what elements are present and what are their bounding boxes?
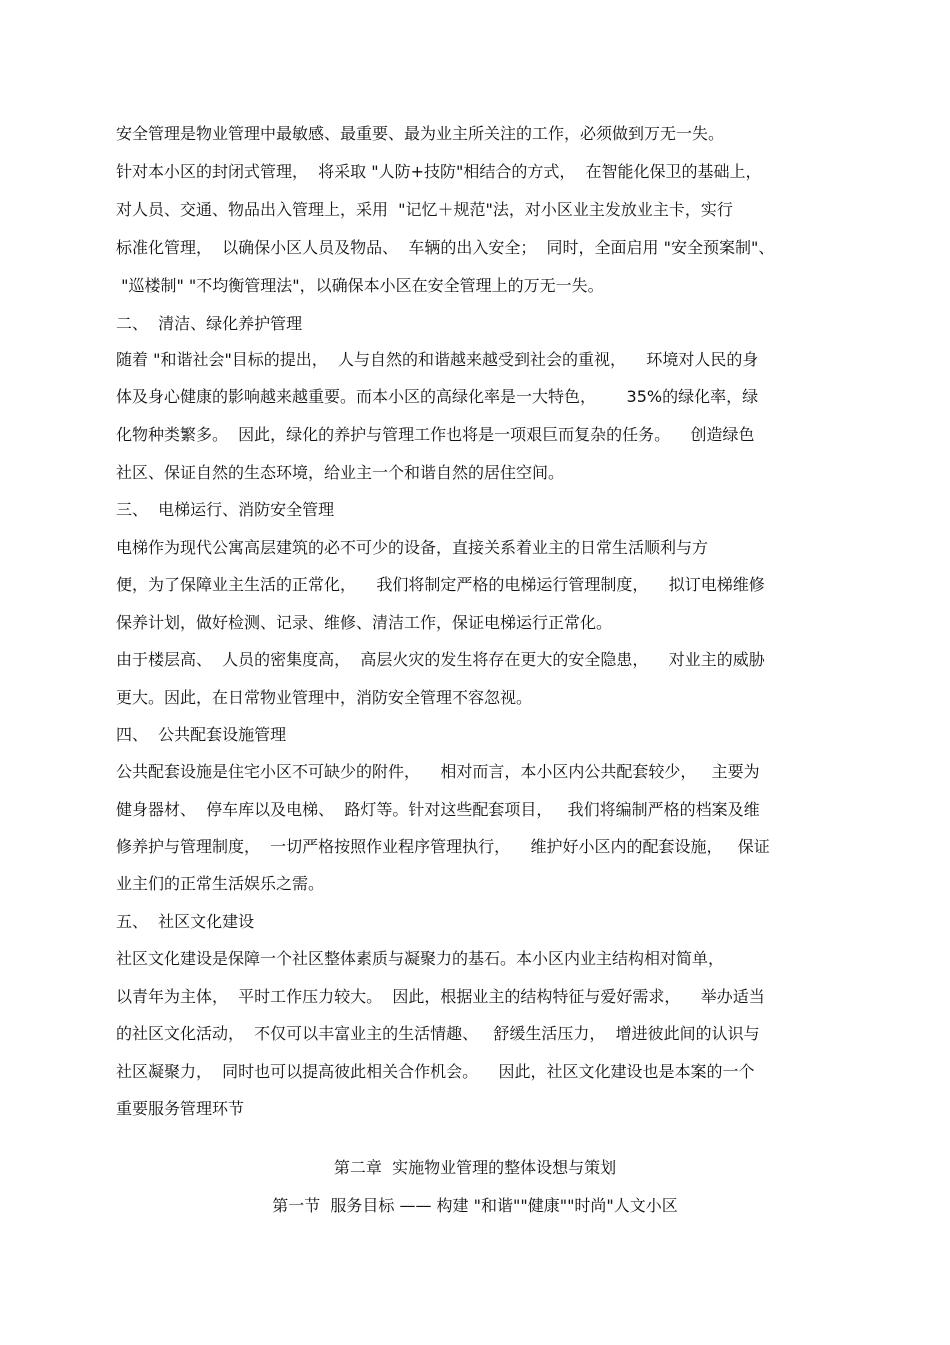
paragraph-line: 的社区文化活动， 不仅可以丰富业主的生活情趣、 舒缓生活压力， 增进彼此间的认识与 bbox=[116, 1024, 760, 1043]
paragraph-line: 电梯作为现代公寓高层建筑的必不可少的设备，直接关系着业主的日常生活顺利与方 bbox=[116, 538, 709, 557]
paragraph-line: 业主们的正常生活娱乐之需。 bbox=[116, 874, 325, 893]
paragraph-line: 便，为了保障业主生活的正常化， 我们将制定严格的电梯运行管理制度， 拟订电梯维修 bbox=[116, 575, 765, 594]
paragraph-line: 修养护与管理制度， 一切严格按照作业程序管理执行， 维护好小区内的配套设施， 保证 bbox=[116, 837, 770, 856]
paragraph-line: 社区、保证自然的生态环境，给业主一个和谐自然的居住空间。 bbox=[116, 463, 565, 482]
chapter-title: 第二章 实施物业管理的整体设想与策划 bbox=[333, 1158, 617, 1177]
paragraph-line: 保养计划，做好检测、记录、维修、清洁工作，保证电梯运行正常化。 bbox=[116, 613, 613, 632]
paragraph-line: 体及身心健康的影响越来越重要。而本小区的高绿化率是一大特色， 35%的绿化率，绿 bbox=[116, 387, 759, 406]
section-heading: 五、 社区文化建设 bbox=[116, 912, 255, 931]
paragraph-line: 更大。因此，在日常物业管理中，消防安全管理不容忽视。 bbox=[116, 688, 533, 707]
paragraph-line: 健身器材、 停车库以及电梯、 路灯等。针对这些配套项目， 我们将编制严格的档案及维 bbox=[116, 800, 760, 819]
paragraph-line: 随着 "和谐社会"目标的提出， 人与自然的和谐越来越受到社会的重视， 环境对人民的身 bbox=[116, 350, 759, 369]
section-heading: 二、 清洁、绿化养护管理 bbox=[116, 314, 303, 333]
paragraph-line: 针对本小区的封闭式管理， 将采取 "人防+技防"相结合的方式， 在智能化保卫的基础上， bbox=[116, 162, 762, 181]
paragraph-line: 对人员、交通、物品出入管理上，采用 "记忆＋规范"法，对小区业主发放业主卡，实行 bbox=[116, 200, 733, 219]
section-title: 第一节 服务目标 —— 构建 "和谐""健康""时尚"人文小区 bbox=[272, 1196, 678, 1215]
paragraph-line: 安全管理是物业管理中最敏感、最重要、最为业主所关注的工作，必须做到万无一失。 bbox=[116, 124, 725, 143]
paragraph-line: 公共配套设施是住宅小区不可缺少的附件， 相对而言，本小区内公共配套较少， 主要为 bbox=[116, 762, 760, 781]
paragraph-line: 社区文化建设是保障一个社区整体素质与凝聚力的基石。本小区内业主结构相对简单， bbox=[116, 949, 725, 968]
paragraph-line: "巡楼制" "不均衡管理法"，以确保本小区在安全管理上的万无一失。 bbox=[116, 276, 604, 295]
paragraph-line: 标准化管理， 以确保小区人员及物品、 车辆的出入安全； 同时，全面启用 "安全预案制"、 bbox=[116, 238, 775, 257]
section-heading: 三、 电梯运行、消防安全管理 bbox=[116, 500, 335, 519]
paragraph-line: 由于楼层高、 人员的密集度高， 高层火灾的发生将存在更大的安全隐患， 对业主的威胁 bbox=[116, 650, 765, 669]
paragraph-line: 社区凝聚力， 同时也可以提高彼此相关合作机会。 因此，社区文化建设也是本案的一个 bbox=[116, 1062, 755, 1081]
paragraph-line: 化物种类繁多。 因此，绿化的养护与管理工作也将是一项艰巨而复杂的任务。 创造绿色 bbox=[116, 425, 755, 444]
paragraph-line: 以青年为主体， 平时工作压力较大。 因此，根据业主的结构特征与爱好需求， 举办适当 bbox=[116, 987, 765, 1006]
paragraph-line: 重要服务管理环节 bbox=[116, 1099, 245, 1118]
section-heading: 四、 公共配套设施管理 bbox=[116, 725, 287, 744]
